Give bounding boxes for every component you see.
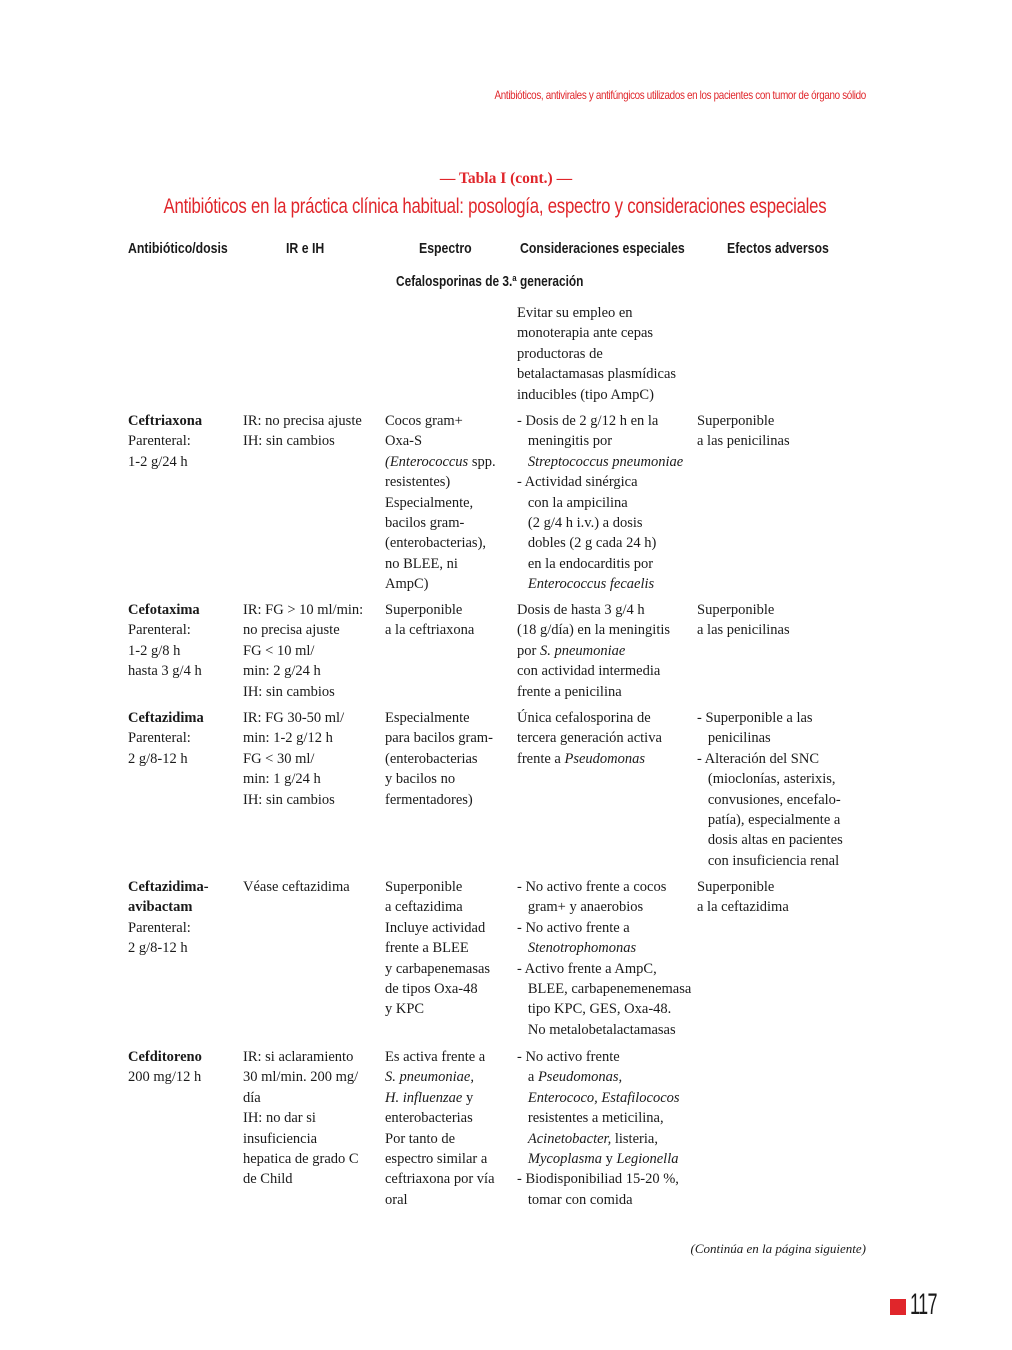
column-header-adverse: Efectos adversos [727,240,829,257]
adverse-effects-cell: - Superponible a las penicilinas - Alteración del SNC (mioclonías, asterixis, convusiones, encefalo- patía), especialmente a dosis altas en pacientes con insuficiencia renal [697,710,843,869]
column-header-spectrum: Espectro [419,240,472,257]
ir-ih-cell: IR: si aclaramiento 30 ml/min. 200 mg/ día IH: no dar si insuficiencia hepatica de grado C de Child [243,1049,359,1188]
section-note: Evitar su empleo en monoterapia ante cepas productoras de betalactamasas plasmídicas inducibles (tipo AmpC) [517,305,677,403]
column-header-considerations: Consideraciones especiales [520,240,685,257]
adverse-effects-cell: Superponible a las penicilinas [697,413,790,450]
ir-ih-cell: Véase ceftazidima [243,879,350,895]
section-label: Cefalosporinas de 3.ª generación [396,274,584,290]
adverse-effects-cell: Superponible a la ceftazidima [697,879,789,916]
drug-name: Ceftazidima- avibactam [128,879,209,916]
page-marker-square [890,1299,906,1315]
ir-ih-cell: IR: FG > 10 ml/min: no precisa ajuste FG < 10 ml/ min: 2 g/24 h IH: sin cambios [243,602,364,700]
table-title: Antibióticos en la práctica clínica habitual: posología, espectro y consideraciones especiales [163,195,827,218]
drug-dose: Parenteral: 2 g/8-12 h [128,919,191,957]
considerations-cell: - No activo frente a cocos gram+ y anaerobios - No activo frente a Stenotrophomonas - Activo frente a AmpC, BLEE, carbapenemenemasa tipo KPC, GES, Oxa-48. No metalobetalactamasas [517,879,692,1038]
drug-dose: Parenteral: 2 g/8-12 h [128,730,191,767]
running-header: Antibióticos, antivirales y antifúngicos utilizados en los pacientes con tumor de órgano sólido [494,88,866,102]
adverse-effects-cell: Superponible a las penicilinas [697,602,790,639]
considerations-cell: - Dosis de 2 g/12 h en la meningitis por Streptococcus pneumoniae - Actividad sinérgica con la ampicilina (2 g/4 h i.v.) a dosis dobles (2 g cada 24 h) en la endocarditis por Enterococcus fecaelis [517,413,684,593]
spectrum-cell: Cocos gram+ Oxa-S (Enterococcus spp. resistentes) Especialmente, bacilos gram- (enterobacterias), no BLEE, ni AmpC) [385,413,496,593]
drug-name: Cefditoreno [128,1049,202,1065]
column-header-ir-ih: IR e IH [286,240,325,257]
drug-dose: 200 mg/12 h [128,1069,202,1086]
column-header-antibiotic: Antibiótico/dosis [128,240,228,257]
drug-name: Ceftazidima [128,710,204,726]
spectrum-cell: Es activa frente a S. pneumoniae, H. influenzae y enterobacterias Por tanto de espectro similar a ceftriaxona por vía oral [385,1049,495,1208]
drug-dose: Parenteral: 1-2 g/24 h [128,433,191,470]
page-number: 117 [910,1288,937,1321]
drug-dose: Parenteral: 1-2 g/8 h hasta 3 g/4 h [128,622,202,680]
table-label: — Tabla I (cont.) — [439,170,573,187]
continuation-note: (Continúa en la página siguiente) [690,1241,866,1256]
ir-ih-cell: IR: FG 30-50 ml/ min: 1-2 g/12 h FG < 30 ml/ min: 1 g/24 h IH: sin cambios [243,710,345,808]
considerations-cell: Dosis de hasta 3 g/4 h (18 g/día) en la meningitis por S. pneumoniae con actividad intermedia frente a penicilina [517,602,671,700]
ir-ih-cell: IR: no precisa ajuste IH: sin cambios [243,413,362,450]
spectrum-cell: Superponible a la ceftriaxona [385,602,475,639]
drug-name: Ceftriaxona [128,413,203,429]
spectrum-cell: Especialmente para bacilos gram- (enterobacterias y bacilos no fermentadores) [385,710,493,808]
considerations-cell: - No activo frente a Pseudomonas, Enterococo, Estafilococos resistentes a meticilina, Acinetobacter, listeria, Mycoplasma y Legionella - Biodisponibiliad 15-20 %, tomar con comida [517,1049,680,1208]
spectrum-cell: Superponible a ceftazidima Incluye actividad frente a BLEE y carbapenemasas de tipos Oxa-48 y KPC [385,879,491,1018]
considerations-cell: Única cefalosporina de tercera generación activa frente a Pseudomonas [517,710,662,767]
drug-name: Cefotaxima [128,602,200,618]
